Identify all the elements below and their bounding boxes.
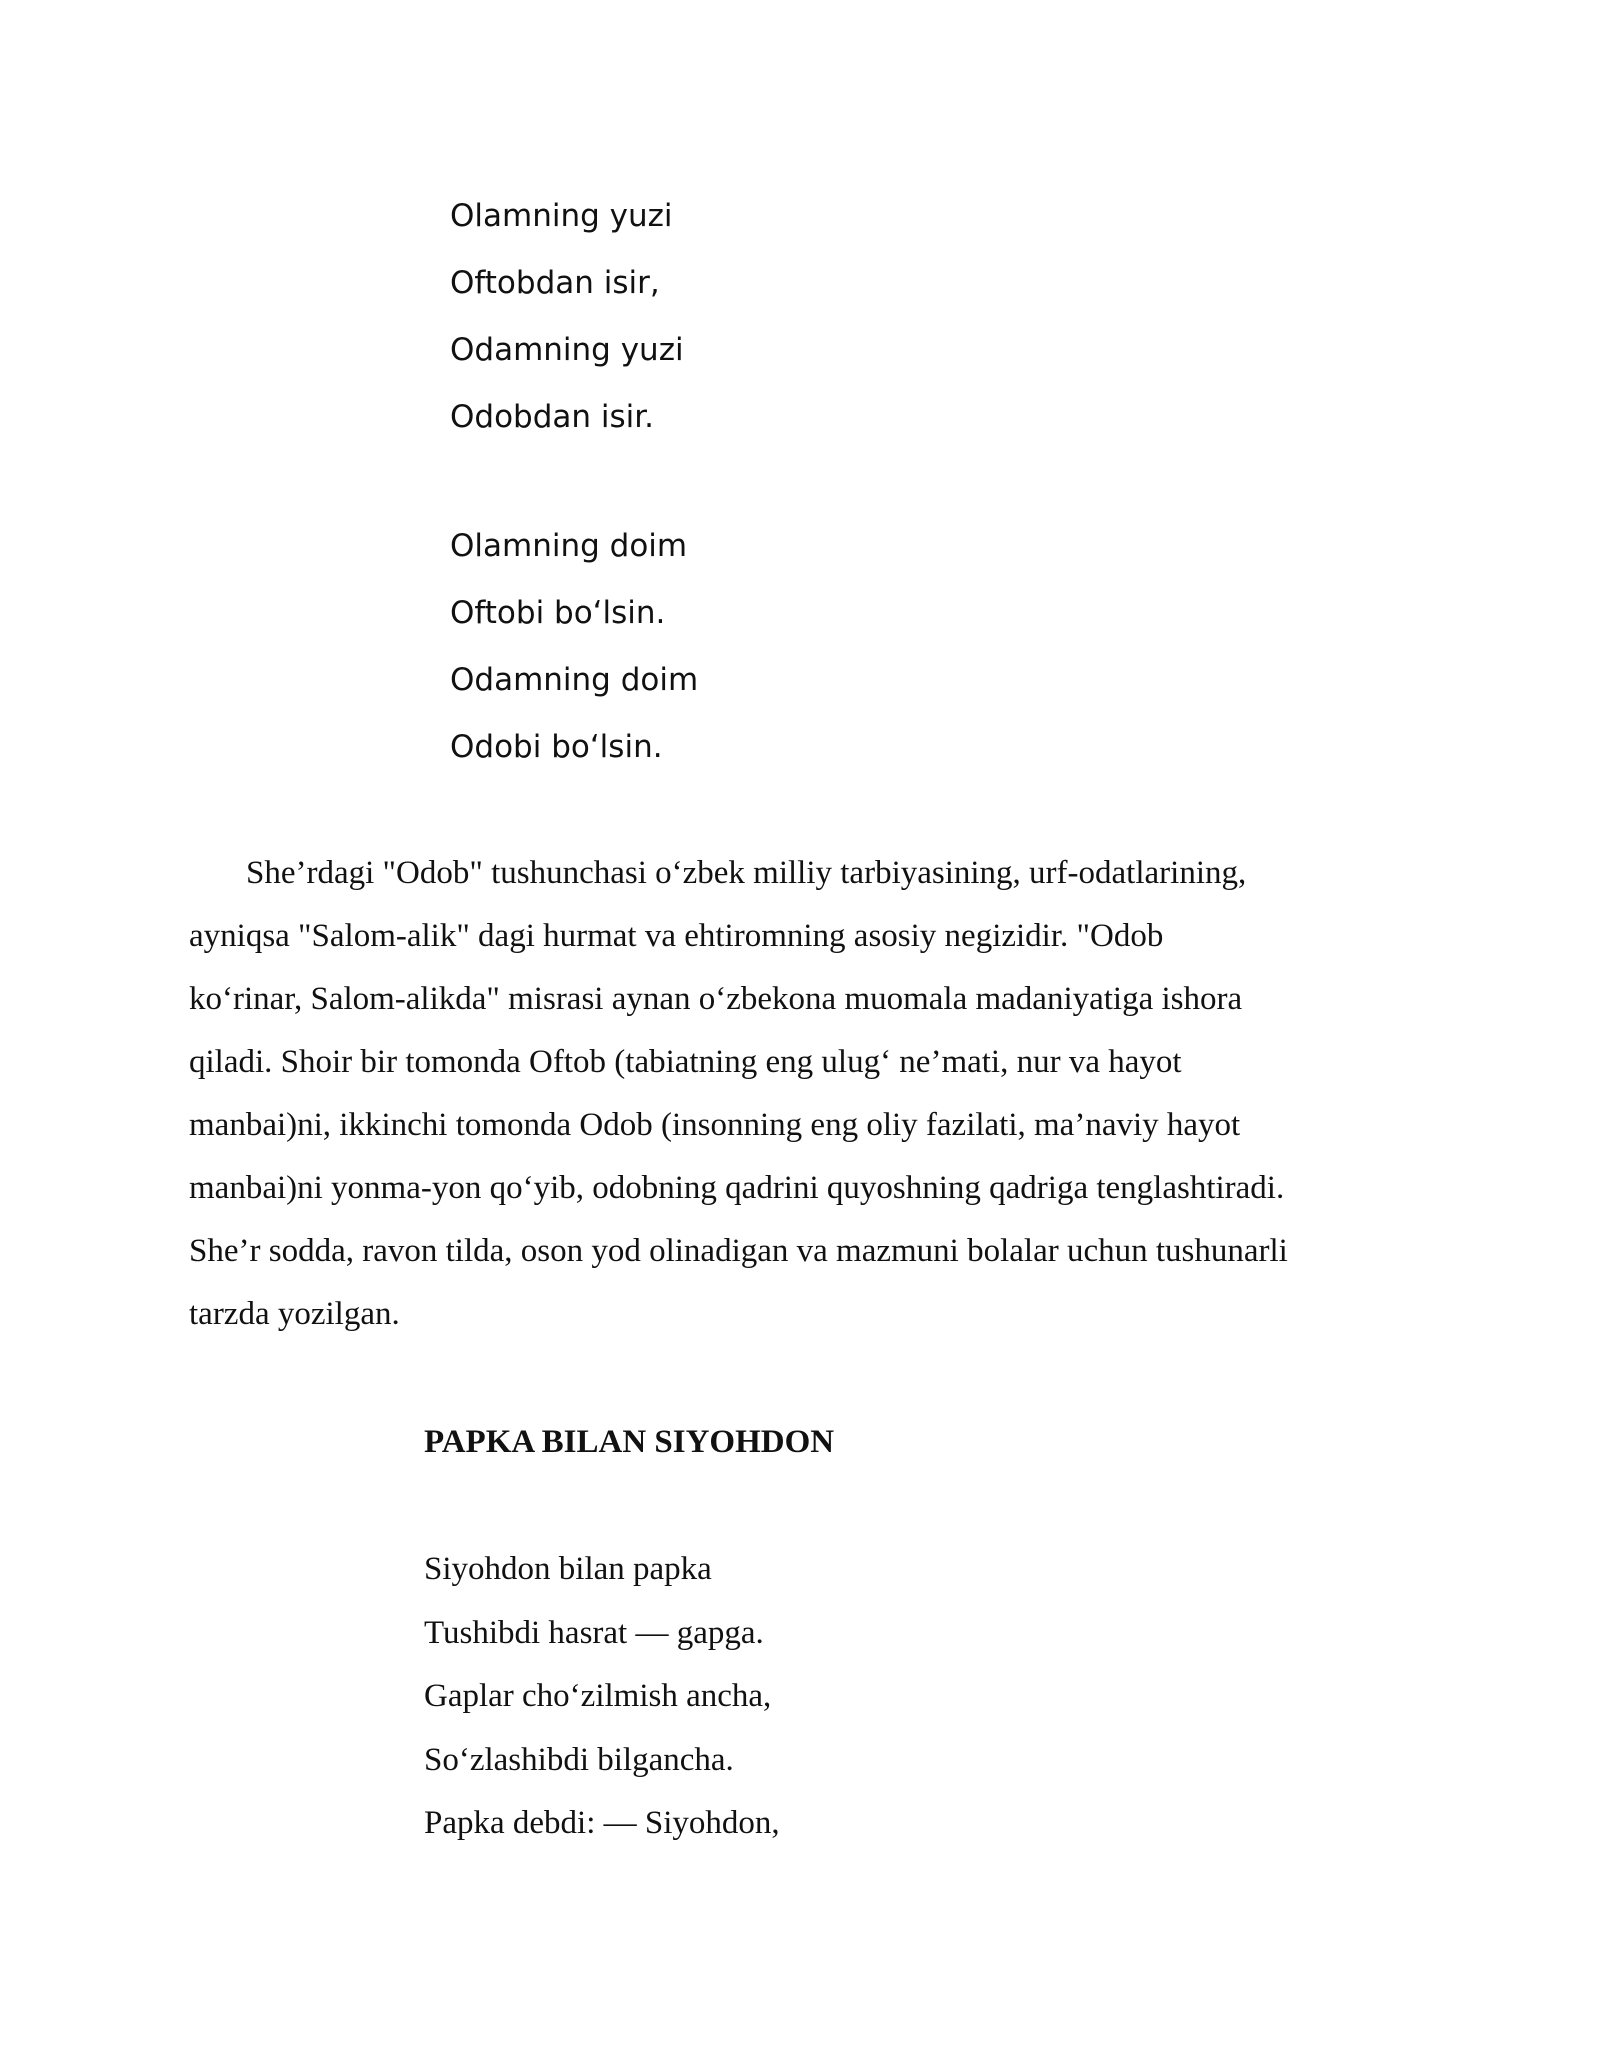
paragraph-line: She’rdagi "Odob" tushunchasi o‘zbek milliy tarbiyasining, urf-odatlarining, bbox=[246, 855, 1247, 891]
paragraph-line: manbai)ni yonma-yon qo‘yib, odobning qadrini quyoshning qadriga tenglashtiradi. bbox=[189, 1170, 1285, 1206]
paragraph-line: tarzda yozilgan. bbox=[189, 1296, 400, 1332]
analysis-paragraph bbox=[189, 842, 1419, 1346]
poem-line: Olamning doim bbox=[450, 528, 688, 564]
poem-line: Siyohdon bilan papka bbox=[424, 1551, 712, 1587]
poem-line: Oftobdan isir, bbox=[450, 265, 660, 301]
poem-odob bbox=[450, 183, 698, 781]
paragraph-line: qiladi. Shoir bir tomonda Oftob (tabiatning eng ulug‘ ne’mati, nur va hayot bbox=[189, 1044, 1182, 1080]
poem-line: Odamning yuzi bbox=[450, 332, 684, 368]
paragraph-line: ayniqsa "Salom-alik" dagi hurmat va ehtiromning asosiy negizidir. "Odob bbox=[189, 918, 1164, 954]
poem-line: Odobi bo‘lsin. bbox=[450, 729, 663, 765]
poem-line: Tushibdi hasrat — gapga. bbox=[424, 1614, 764, 1651]
poem-title: PAPKA BILAN SIYOHDON bbox=[424, 1424, 835, 1460]
poem-line: So‘zlashibdi bilgancha. bbox=[424, 1741, 734, 1778]
paragraph-line: ko‘rinar, Salom-alikda" misrasi aynan o‘zbekona muomala madaniyatiga ishora bbox=[189, 981, 1243, 1017]
poem-line: Gaplar cho‘zilmish ancha, bbox=[424, 1678, 772, 1714]
poem-line: Olamning yuzi bbox=[450, 198, 673, 234]
paragraph-line: She’r sodda, ravon tilda, oson yod olinadigan va mazmuni bolalar uchun tushunarli bbox=[189, 1233, 1288, 1269]
poem-line: Oftobi bo‘lsin. bbox=[450, 595, 666, 631]
poem-papka-bilan-siyohdon bbox=[424, 1538, 780, 1856]
poem-line: Odamning doim bbox=[450, 662, 699, 698]
poem-line: Odobdan isir. bbox=[450, 399, 655, 435]
stanza-break bbox=[450, 451, 698, 513]
paragraph-line: manbai)ni, ikkinchi tomonda Odob (insonning eng oliy fazilati, ma’naviy hayot bbox=[189, 1107, 1241, 1143]
poem-line: Papka debdi: — Siyohdon, bbox=[424, 1805, 780, 1841]
